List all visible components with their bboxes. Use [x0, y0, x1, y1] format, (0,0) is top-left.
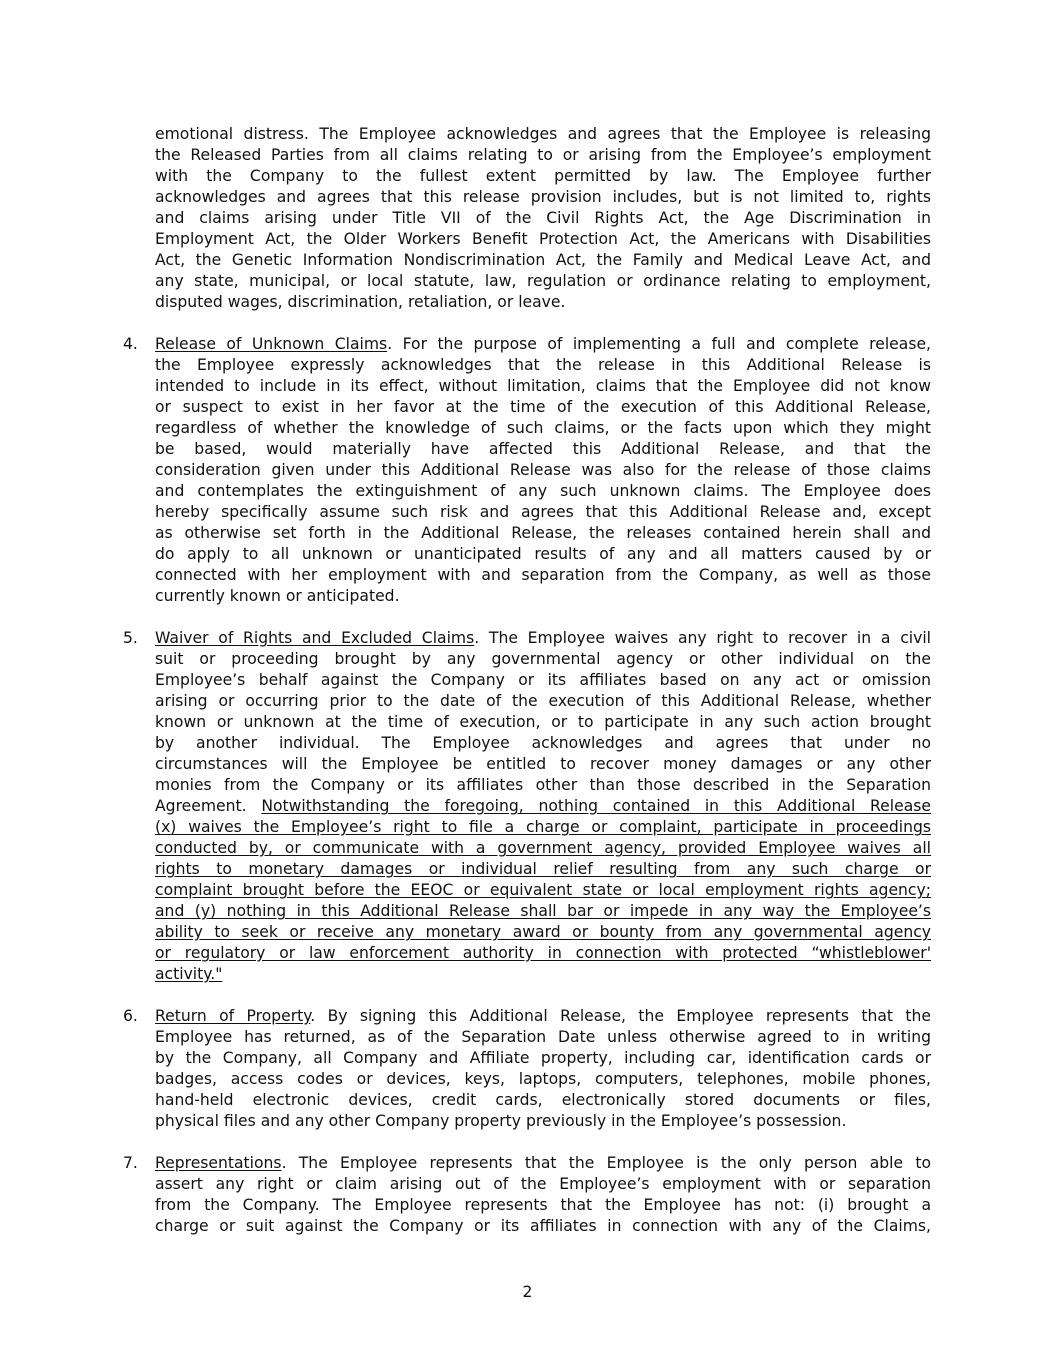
text-line: do apply to all unknown or unanticipated results of any and all matters caused by or — [155, 545, 931, 563]
text-line — [155, 838, 931, 859]
section-number: 5. — [123, 629, 138, 647]
text-line: circumstances will the Employee be entitled to recover money damages or any other — [155, 755, 931, 773]
underlined-text: complaint brought before the EEOC or equivalent state or local employment rights agency; — [155, 881, 931, 899]
text-line: as otherwise set forth in the Additional Release, the releases contained herein shall and — [155, 524, 931, 542]
text-line: by the Company, all Company and Affiliate property, including car, identification cards or — [155, 1049, 931, 1067]
text-line: assert any right or claim arising out of the Employee’s employment with or separation — [155, 1175, 931, 1193]
underlined-text: Notwithstanding the foregoing, nothing contained in this Additional Release — [261, 797, 931, 815]
text-line: Act, the Genetic Information Nondiscrimination Act, the Family and Medical Leave Act, and — [155, 251, 931, 269]
text-line: arising or occurring prior to the date of the execution of this Additional Release, whether — [155, 692, 931, 710]
underlined-text: and (y) nothing in this Additional Release shall bar or impede in any way the Employee’s — [155, 902, 931, 920]
text-line: by another individual. The Employee acknowledges and agrees that under no — [155, 734, 931, 752]
section-7 — [123, 1153, 931, 1237]
text-line: be based, would materially have affected this Additional Release, and that the — [155, 440, 931, 458]
section-heading: Return of Property — [155, 1007, 311, 1025]
section-number: 7. — [123, 1154, 138, 1172]
section-heading: Release of Unknown Claims — [155, 335, 388, 353]
text-line: emotional distress. The Employee acknowledges and agrees that the Employee is releasing — [155, 125, 931, 143]
text-line: badges, access codes or devices, keys, laptops, computers, telephones, mobile phones, — [155, 1070, 931, 1088]
text-line: disputed wages, discrimination, retaliation, or leave. — [155, 293, 566, 311]
text-line: intended to include in its effect, without limitation, claims that the Employee did not know — [155, 377, 931, 395]
document-body — [123, 124, 931, 1258]
text-line: Employment Act, the Older Workers Benefit Protection Act, the Americans with Disabilities — [155, 230, 931, 248]
text-line — [155, 922, 931, 943]
text-line — [155, 817, 931, 838]
underlined-text: activity." — [155, 965, 223, 983]
text-line: Employee has returned, as of the Separation Date unless otherwise agreed to in writing — [155, 1028, 931, 1046]
section-4 — [123, 334, 931, 607]
text-line — [155, 901, 931, 922]
text-line — [155, 964, 931, 985]
underlined-text: (x) waives the Employee’s right to file a charge or complaint, participate in proceedings — [155, 818, 931, 836]
text-line: with the Company to the fullest extent permitted by law. The Employee further — [155, 167, 931, 185]
text-line — [155, 796, 931, 817]
line-text: . The Employee waives any right to recover in a civil — [474, 629, 931, 647]
text-line: monies from the Company or its affiliates other than those described in the Separation — [155, 776, 931, 794]
text-line: currently known or anticipated. — [155, 587, 400, 605]
text-line: consideration given under this Additional Release was also for the release of those claims — [155, 461, 931, 479]
line-text: . By signing this Additional Release, the Employee represents that the — [310, 1007, 931, 1025]
text-line: from the Company. The Employee represents that the Employee has not: (i) brought a — [155, 1196, 931, 1214]
underlined-text: ability to seek or receive any monetary award or bounty from any governmental agency — [155, 923, 931, 941]
line-text: . For the purpose of implementing a full and complete release, — [387, 335, 931, 353]
text-line — [155, 1006, 931, 1027]
text-line: connected with her employment with and separation from the Company, as well as those — [155, 566, 931, 584]
line-text: Agreement. — [155, 797, 262, 815]
underlined-text: rights to monetary damages or individual relief resulting from any such charge or — [155, 860, 931, 878]
text-line: the Employee expressly acknowledges that the release in this Additional Release is — [155, 356, 931, 374]
text-line: and contemplates the extinguishment of any such unknown claims. The Employee does — [155, 482, 931, 500]
text-line: Employee’s behalf against the Company or its affiliates based on any act or omission — [155, 671, 931, 689]
text-line: charge or suit against the Company or its affiliates in connection with any of the Claims, — [155, 1217, 931, 1235]
underlined-text: conducted by, or communicate with a government agency, provided Employee waives all — [155, 839, 931, 857]
text-line: and claims arising under Title VII of the Civil Rights Act, the Age Discrimination in — [155, 209, 931, 227]
section-heading: Waiver of Rights and Excluded Claims — [155, 629, 475, 647]
text-line — [155, 628, 931, 649]
page-number: 2 — [522, 1283, 533, 1301]
underlined-text: or regulatory or law enforcement authority in connection with protected “whistleblower' — [155, 944, 931, 962]
text-line — [155, 880, 931, 901]
text-line: hereby specifically assume such risk and agrees that this Additional Release and, except — [155, 503, 931, 521]
text-line: any state, municipal, or local statute, law, regulation or ordinance relating to employment, — [155, 272, 931, 290]
text-line: physical files and any other Company property previously in the Employee’s possession. — [155, 1112, 847, 1130]
text-line: regardless of whether the knowledge of such claims, or the facts upon which they might — [155, 419, 931, 437]
text-line — [155, 859, 931, 880]
continued-paragraph — [155, 124, 931, 313]
text-line: hand-held electronic devices, credit cards, electronically stored documents or files, — [155, 1091, 931, 1109]
section-6 — [123, 1006, 931, 1132]
section-number: 4. — [123, 335, 138, 353]
text-line: acknowledges and agrees that this release provision includes, but is not limited to, rights — [155, 188, 931, 206]
section-heading: Representations — [155, 1154, 282, 1172]
line-text: . The Employee represents that the Employee is the only person able to — [281, 1154, 931, 1172]
text-line: suit or proceeding brought by any governmental agency or other individual on the — [155, 650, 931, 668]
section-number: 6. — [123, 1007, 138, 1025]
text-line — [155, 334, 931, 355]
text-line — [155, 1153, 931, 1174]
section-5 — [123, 628, 931, 985]
text-line: known or unknown at the time of execution, or to participate in any such action brought — [155, 713, 931, 731]
text-line — [155, 943, 931, 964]
text-line: the Released Parties from all claims relating to or arising from the Employee’s employment — [155, 146, 931, 164]
text-line: or suspect to exist in her favor at the time of the execution of this Additional Release, — [155, 398, 931, 416]
